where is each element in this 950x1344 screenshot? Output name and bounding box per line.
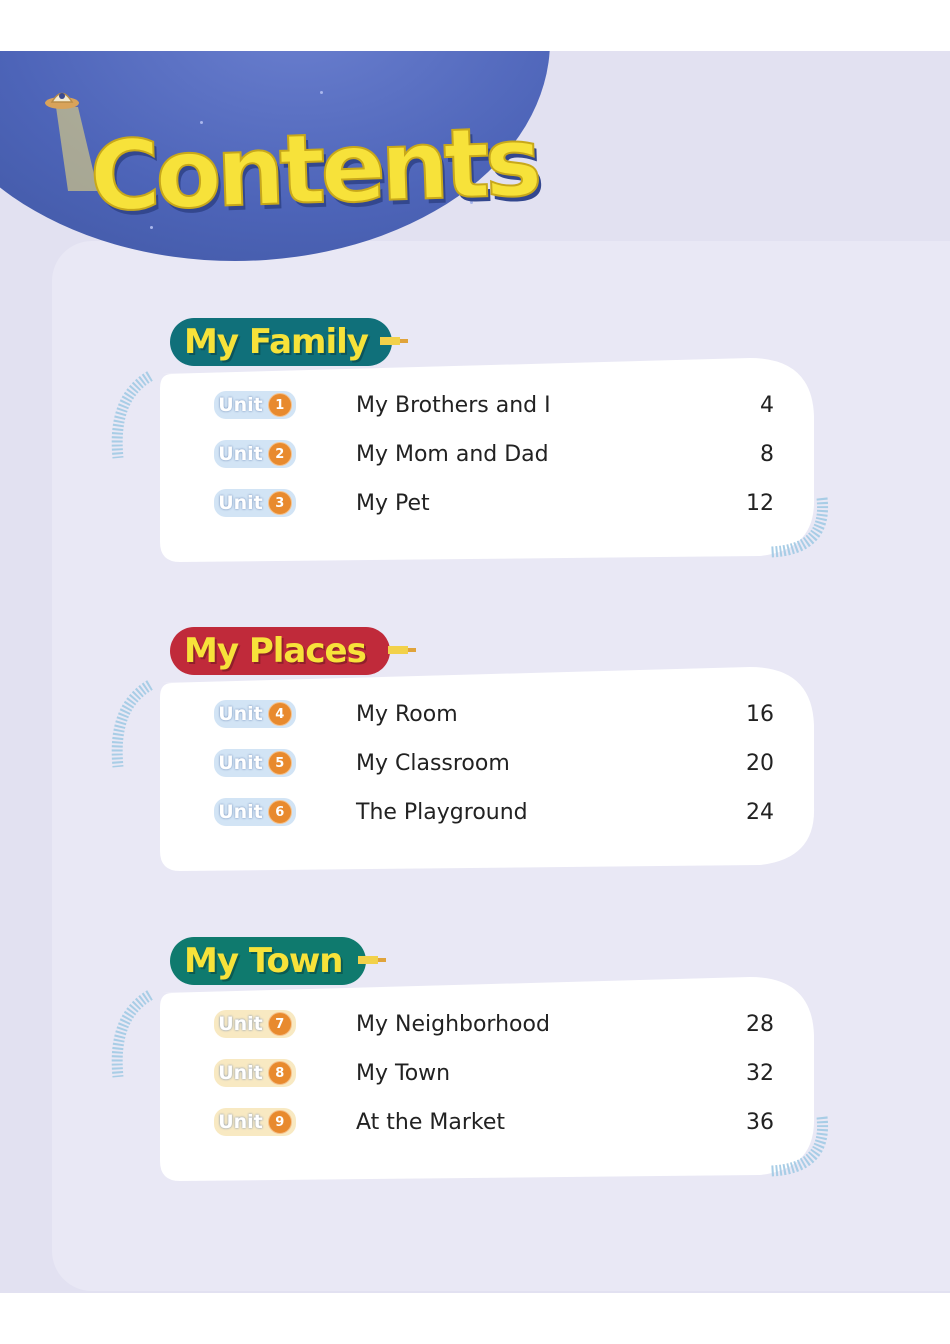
- star-dot: [320, 91, 323, 94]
- page-number: 36: [746, 1109, 774, 1135]
- unit-badge: Unit 9: [214, 1108, 296, 1136]
- unit-title: The Playground: [356, 799, 528, 825]
- page-number: 24: [746, 799, 774, 825]
- page-number: 20: [746, 750, 774, 776]
- section-title: My Family: [184, 322, 368, 362]
- pill-tail: [380, 334, 408, 348]
- list-item[interactable]: [214, 438, 774, 470]
- page-number: 12: [746, 490, 774, 516]
- list-item[interactable]: [214, 389, 774, 421]
- section-title-pill: [170, 627, 390, 675]
- unit-title: My Classroom: [356, 750, 510, 776]
- list-item[interactable]: [214, 487, 774, 519]
- list-item[interactable]: [214, 796, 774, 828]
- page-number: 28: [746, 1011, 774, 1037]
- section-title-pill: [170, 318, 392, 366]
- unit-badge: Unit 3: [214, 489, 296, 517]
- list-item[interactable]: [214, 747, 774, 779]
- unit-badge: Unit 2: [214, 440, 296, 468]
- unit-badge: Unit 6: [214, 798, 296, 826]
- unit-number: 8: [268, 1061, 292, 1085]
- unit-number: 1: [268, 393, 292, 417]
- unit-title: My Neighborhood: [356, 1011, 550, 1037]
- unit-badge: Unit 5: [214, 749, 296, 777]
- list-item[interactable]: [214, 698, 774, 730]
- page-title: Contents: [88, 105, 539, 233]
- unit-title: My Town: [356, 1060, 451, 1086]
- unit-number: 4: [268, 702, 292, 726]
- unit-title: My Pet: [356, 490, 430, 516]
- page-number: 32: [746, 1060, 774, 1086]
- page-number: 4: [760, 392, 774, 418]
- unit-number: 6: [268, 800, 292, 824]
- section-title-pill: [170, 937, 366, 985]
- list-item[interactable]: [214, 1057, 774, 1089]
- section-my-family: [110, 318, 830, 578]
- unit-badge: Unit 8: [214, 1059, 296, 1087]
- unit-number: 9: [268, 1110, 292, 1134]
- unit-number: 5: [268, 751, 292, 775]
- list-item[interactable]: [214, 1106, 774, 1138]
- section-my-places: [110, 627, 830, 887]
- section-my-town: [110, 937, 830, 1197]
- unit-number: 7: [268, 1012, 292, 1036]
- unit-number: 2: [268, 442, 292, 466]
- pill-tail: [388, 643, 416, 657]
- unit-title: At the Market: [356, 1109, 506, 1135]
- unit-title: My Mom and Dad: [356, 441, 549, 467]
- unit-badge: Unit 7: [214, 1010, 296, 1038]
- pill-tail: [358, 953, 386, 967]
- unit-badge: Unit 4: [214, 700, 296, 728]
- unit-number: 3: [268, 491, 292, 515]
- section-title: My Town: [184, 941, 343, 981]
- contents-page: [0, 51, 950, 1293]
- page-number: 8: [760, 441, 774, 467]
- unit-title: My Room: [356, 701, 458, 727]
- unit-badge: Unit 1: [214, 391, 296, 419]
- page-number: 16: [746, 701, 774, 727]
- list-item[interactable]: [214, 1008, 774, 1040]
- unit-title: My Brothers and I: [356, 392, 551, 418]
- section-title: My Places: [184, 631, 366, 671]
